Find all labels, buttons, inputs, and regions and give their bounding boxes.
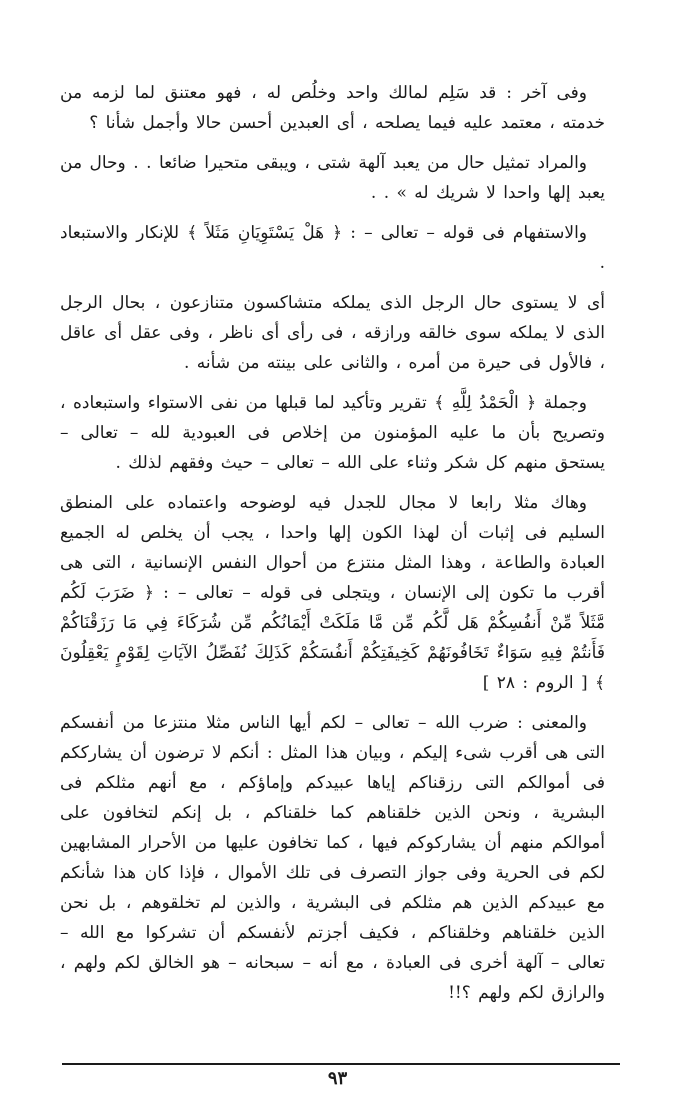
paragraph-6: وهاك مثلا رابعا لا مجال للجدل فيه لوضوحه واعتماده على المنطق السليم فى إثبات أن لهذا الكون إلها واحدا ، يجب أن يخلص له الجميع العبادة والطاعة ، وهذا المثل منتزع من أحوال النفس الإنسانية ، التى هى أقرب ما تكون إلى الإنسان ، ويتجلى فى قوله – تعالى – : ﴿ ضَرَبَ لَكُم مَّثَلاً مِّنْ أَنفُسِكُمْ هَل لَّكُم مِّن مَّا مَلَكَتْ أَيْمَانُكُم مِّن شُرَكَاءَ فِي مَا رَزَقْنَاكُمْ فَأَنتُمْ فِيهِ سَوَاءٌ تَخَافُونَهُمْ كَخِيفَتِكُمْ أَنفُسَكُمْ كَذَلِكَ نُفَصِّلُ الآيَاتِ لِقَوْمٍ يَعْقِلُونَ ﴾ [ الروم : ٢٨ ]: [60, 493, 605, 693]
paragraph-7: والمعنى : ضرب الله – تعالى – لكم أيها الناس مثلا منتزعا من أنفسكم التى هى أقرب شىء إليكم ، وبيان هذا المثل : أنكم لا ترضون أن يشارككم فى أموالكم التى رزقناكم إياها عبيدكم وإماؤكم ، مع أنهم مثلكم فى البشرية ، ونحن الذين خلقناهم كما خلقناكم ، بل إنكم لتخافون على أموالكم منهم أن يشاركوكم فيها ، كما تخافون عليها من الأحرار المشابهين لكم فى الحرية وفى جواز التصرف فى تلك الأموال ، فإذا كان هذا شأنكم مع عبيدكم الذين هم مثلكم فى البشرية ، والذين لم تخلقوهم ، بل نحن الذين خلقناهم وخلقناكم ، فكيف أجزتم لأنفسكم أن تشركوا مع الله – تعالى – آلهة أخرى فى العبادة ، مع أنه – سبحانه – هو الخالق لكم ولهم ، والرازق لكم ولهم ؟!!: [60, 713, 605, 1003]
paragraph-2: والمراد تمثيل حال من يعبد آلهة شتى ، ويبقى متحيرا ضائعا . . وحال من يعبد إلها واحدا لا شريك له » . .: [60, 153, 605, 203]
page-number: ٩٣: [327, 1068, 348, 1089]
paragraph-5: وجملة ﴿ الْحَمْدُ لِلَّهِ ﴾ تقرير وتأكيد لما قبلها من نفى الاستواء واستبعاده ، وتصريح بأن ما عليه المؤمنون من إخلاص فى العبودية لله – تعالى – يستحق منهم كل شكر وثناء على الله – تعالى – حيث وفقهم لذلك .: [60, 393, 605, 473]
paragraph-3: والاستفهام فى قوله – تعالى – : ﴿ هَلْ يَسْتَوِيَانِ مَثَلاً ﴾ للإنكار والاستبعاد .: [60, 223, 605, 273]
footer-divider: [62, 1063, 620, 1065]
paragraph-1: وفى آخر : قد سَلِم لمالك واحد وخلُص له ، فهو معتنق لما لزمه من خدمته ، معتمد عليه فيما يصلحه ، أى العبدين أحسن حالا وأجمل شأنا ؟: [60, 83, 605, 133]
paragraph-4: أى لا يستوى حال الرجل الذى يملكه متشاكسون متنازعون ، بحال الرجل الذى لا يملكه سوى خالقه ورازقه ، فى رأى أى ناظر ، وفى عقل أى عاقل ، فالأول فى حيرة من أمره ، والثانى على بينته من شأنه .: [60, 293, 605, 373]
